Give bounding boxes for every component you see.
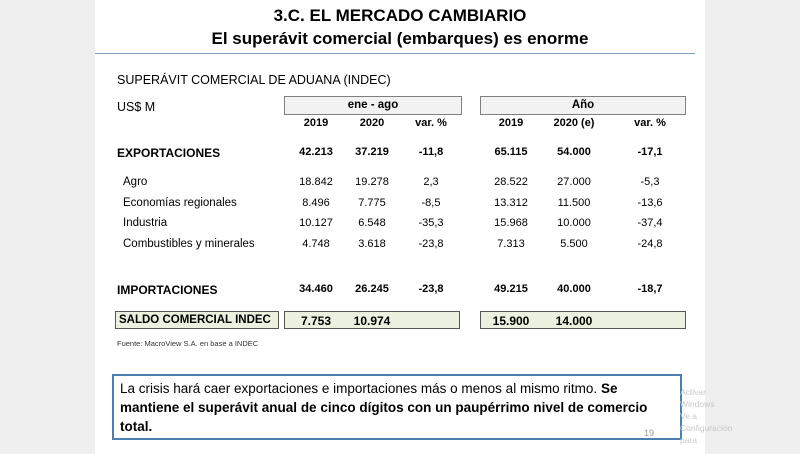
group-header-ano: Año: [480, 96, 686, 115]
slide-subtitle: El superávit comercial (embarques) es enorme: [211, 29, 589, 48]
table-row-exportaciones: [95, 146, 705, 164]
cell: 10.127: [299, 217, 333, 229]
cell: -23,8: [418, 283, 444, 295]
slide-title: 3.C. EL MERCADO CAMBIARIO: [273, 6, 527, 25]
cell: 28.522: [494, 176, 528, 188]
col-header: var. %: [634, 117, 666, 129]
callout-bold-text: Se mantiene el superávit anual de cinco dígitos con un paupérrimo nivel de comercio total.: [120, 381, 648, 434]
saldo-cell: 14.000: [555, 314, 593, 328]
saldo-cell: 7.753: [300, 314, 332, 328]
cell: 7.313: [497, 238, 525, 250]
cell: 65.115: [494, 146, 528, 158]
cell: 42.213: [299, 146, 333, 158]
col-header: 2020: [359, 117, 385, 129]
col-header: 2019: [303, 117, 329, 129]
cell: 4.748: [302, 238, 330, 250]
cell: -8,5: [421, 197, 441, 209]
saldo-comercial-label: SALDO COMERCIAL INDEC: [115, 311, 279, 329]
source-note: Fuente: MacroView S.A. en base a INDEC: [117, 339, 259, 348]
row-label: Economías regionales: [123, 197, 237, 209]
row-label: EXPORTACIONES: [117, 146, 221, 160]
table-row-importaciones: [95, 283, 705, 301]
cell: 3.618: [358, 238, 386, 250]
group-header-ene-ago: ene - ago: [284, 96, 462, 115]
row-label: Combustibles y minerales: [123, 238, 255, 250]
callout-box: [112, 374, 682, 440]
cell: 34.460: [299, 283, 333, 295]
cell: 18.842: [299, 176, 333, 188]
cell: 10.000: [557, 217, 591, 229]
cell: -23,8: [418, 238, 444, 250]
saldo-cell: 15.900: [492, 314, 530, 328]
col-header: 2020 (e): [553, 117, 595, 129]
cell: 49.215: [494, 283, 528, 295]
cell: 37.219: [355, 146, 389, 158]
cell: -5,3: [640, 176, 660, 188]
cell: -24,8: [637, 238, 663, 250]
row-label: Agro: [123, 176, 148, 188]
table-row-agro: [95, 176, 705, 194]
left-margin: [0, 0, 95, 454]
row-label: Industria: [123, 217, 168, 229]
cell: -35,3: [418, 217, 444, 229]
cell: 7.775: [358, 197, 386, 209]
table-row-combustibles: [95, 238, 705, 256]
cell: -11,8: [418, 146, 444, 158]
cell: -13,6: [637, 197, 663, 209]
cell: 27.000: [557, 176, 591, 188]
col-header: 2019: [498, 117, 524, 129]
cell: 19.278: [355, 176, 389, 188]
cell: 26.245: [355, 283, 389, 295]
cell: 54.000: [557, 146, 591, 158]
cell: 11.500: [557, 197, 591, 209]
table-row-industria: [95, 217, 705, 235]
table-row-economias-regionales: [95, 197, 705, 215]
cell: 13.312: [494, 197, 528, 209]
table-title: SUPERÁVIT COMERCIAL DE ADUANA (INDEC): [117, 73, 391, 87]
col-header: var. %: [415, 117, 447, 129]
row-label: IMPORTACIONES: [117, 283, 218, 297]
unit-label: US$ M: [117, 100, 156, 114]
slide: [95, 0, 733, 454]
activation-watermark: Activar Windows Ve a Configuración para: [680, 387, 733, 445]
cell: 8.496: [302, 197, 330, 209]
cell: -37,4: [637, 217, 663, 229]
callout-text: La crisis hará caer exportaciones e importaciones más o menos al mismo ritmo.: [120, 381, 598, 396]
cell: 2,3: [423, 176, 439, 188]
cell: 15.968: [494, 217, 528, 229]
cell: 6.548: [358, 217, 386, 229]
cell: 5.500: [560, 238, 588, 250]
page-number: 19: [644, 428, 655, 438]
cell: 40.000: [557, 283, 591, 295]
title-divider: [95, 53, 695, 54]
cell: -18,7: [637, 283, 663, 295]
saldo-cell: 10.974: [353, 314, 391, 328]
cell: -17,1: [637, 146, 663, 158]
